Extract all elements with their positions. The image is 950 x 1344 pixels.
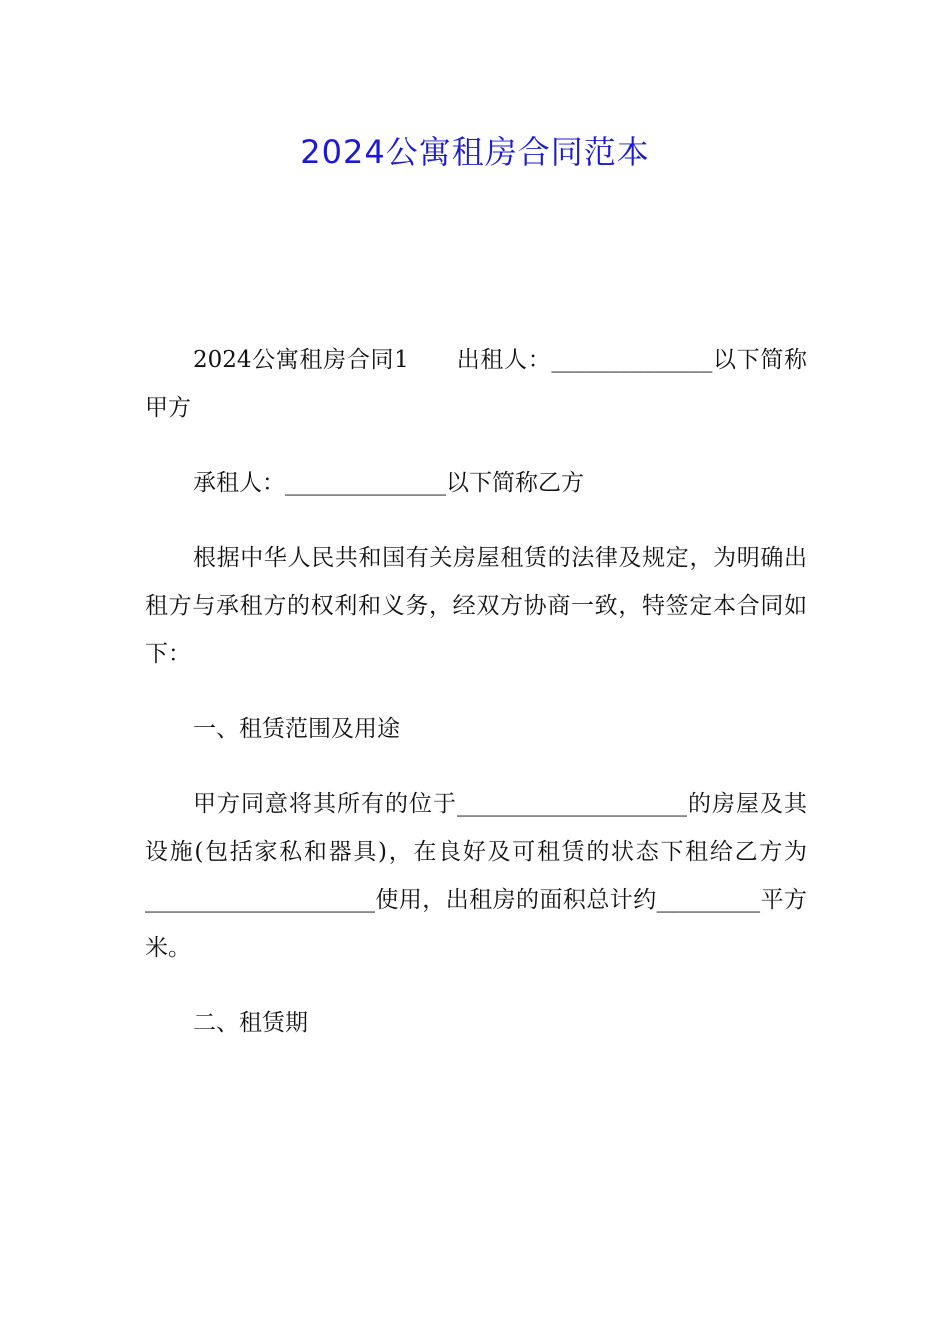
paragraph-parties-lessee: 承租人：______________以下简称乙方 — [193, 470, 584, 496]
document-title: 2024公寓租房合同范本 — [300, 133, 650, 171]
section-heading-term: 二、租赁期 — [193, 1010, 308, 1036]
paragraph-scope: 甲方同意将其所有的位于____________________的房屋及其设施(包括家私和器具)，在良好及可租赁的状态下租给乙方为____________________使用，出租房的面积总计约_________平方米。 — [145, 791, 807, 961]
document-body — [145, 336, 807, 1074]
paragraph-preamble: 根据中华人民共和国有关房屋租赁的法律及规定，为明确出租方与承租方的权利和义务，经双方协商一致，特签定本合同如下： — [145, 545, 807, 667]
section-heading-scope: 一、租赁范围及用途 — [193, 716, 400, 742]
paragraph-parties-lessor: 2024公寓租房合同1 出租人：______________以下简称甲方 — [145, 347, 807, 421]
